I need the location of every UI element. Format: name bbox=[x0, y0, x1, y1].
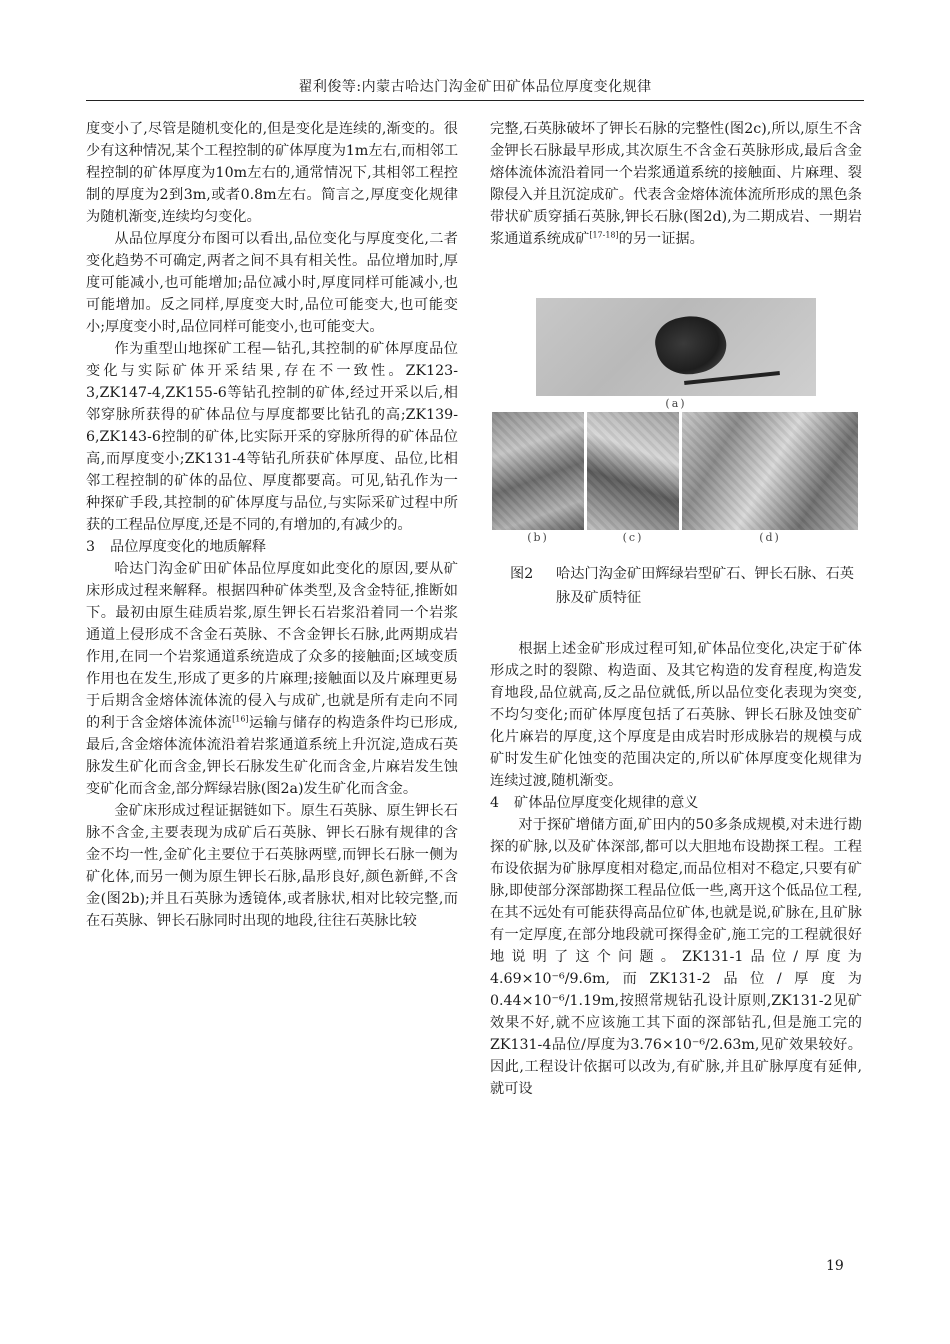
section-heading-4 bbox=[490, 792, 862, 814]
right-column bbox=[490, 118, 862, 250]
photo-label-b: (b) bbox=[527, 531, 549, 544]
paragraph bbox=[490, 118, 862, 250]
paragraph-text: 哈达门沟金矿田矿体品位厚度如此变化的原因,要从矿床形成过程来解释。根据四种矿体类型,及含金特征,推断如下。最初由原生硅质岩浆,原生钾长石岩浆沿着同一个岩浆通道上侵形成不含金石英脉、不含金钾长石脉,此两期成岩作用,在同一个岩浆通道系统造成了众多的接触面;区域变质作用也在发生,形成了更多的片麻理;接触面以及片麻理更易于后期含金熔体流体流的侵入与成矿,也就是所有走向不同的利于含金熔体流体流 bbox=[86, 561, 458, 731]
figure-caption bbox=[492, 562, 860, 610]
paragraph: 作为重型山地探矿工程—钻孔,其控制的矿体厚度品位变化与实际矿体开采结果,存在不一致性。ZK123-3,ZK147-4,ZK155-6等钻孔控制的矿体,经过开采以后,相邻穿脉所获得的矿体品位与厚度都要比钻孔的高;ZK139-6,ZK143-6控制的矿体,比实际开采的穿脉所得的矿体品位高,而厚度变小;ZK131-4等钻孔所获矿体厚度、品位,比相邻工程控制的矿体的品位、厚度都要高。可见,钻孔作为一种探矿手段,其控制的矿体厚度与品位,与实际采矿过程中所获的工程品位厚度,还是不同的,有增加的,有减少的。 bbox=[86, 341, 458, 533]
paragraph-text: 运输与储存的构造条件均已形成,最后,含金熔体流体流沿着岩浆通道系统上升沉淀,造成石英脉发生矿化而含金,钾长石脉发生矿化而含金,片麻岩发生蚀变矿化而含金,部分辉绿岩脉(图2a)发生矿化而含金。 bbox=[86, 715, 458, 797]
figure-2 bbox=[492, 298, 860, 546]
running-header: 翟利俊等:内蒙古哈达门沟金矿田矿体品位厚度变化规律 bbox=[298, 79, 652, 95]
left-column bbox=[86, 118, 458, 932]
citation: [16] bbox=[232, 714, 249, 724]
right-column-lower bbox=[490, 638, 862, 1100]
section-number: 4 bbox=[490, 795, 500, 811]
ore-sample bbox=[651, 309, 732, 380]
section-heading-3 bbox=[86, 536, 458, 558]
header-rule bbox=[86, 100, 864, 101]
photo-label-d: (d) bbox=[759, 531, 781, 544]
paragraph: 金矿床形成过程证据链如下。原生石英脉、原生钾长石脉不含金,主要表现为成矿后石英脉、钾长石脉有规律的含金不均一性,金矿化主要位于石英脉两壁,而钾长石脉一侧为矿化体,而另一侧为原生钾长石脉,晶形良好,颜色新鲜,不含金(图2b);并且石英脉为透镜体,或者脉状,相对比较完整,而在石英脉、钾长石脉同时出现的地段,往往石英脉比较 bbox=[86, 803, 458, 929]
paragraph: 对于探矿增储方面,矿田内的50多条成规模,对未进行勘探的矿脉,以及矿体深部,都可以大胆地布设勘探工程。工程布设依据为矿脉厚度相对稳定,而品位相对不稳定,只要有矿脉,即使部分深部勘探工程品位低一些,离开这个低品位工程,在其不远处有可能获得高品位矿体,也就是说,矿脉在,且矿脉有一定厚度,在部分地段就可探得金矿,施工完的工程就很好地说明了这个问题。ZK131-1品位/厚度为4.69×10⁻⁶/9.6m,而ZK131-2品位/厚度为0.44×10⁻⁶/1.19m,按照常规钻孔设计原则,ZK131-2见矿效果不好,就不应该施工其下面的深部钻孔,但是施工完的ZK131-4品位/厚度为3.76×10⁻⁶/2.63m,见矿效果较好。因此,工程设计依据可以改为,有矿脉,并且矿脉厚度有延伸,就可设 bbox=[490, 817, 862, 1097]
paragraph: 根据上述金矿形成过程可知,矿体品位变化,决定于矿体形成之时的裂隙、构造面、及其它构造的发育程度,构造发育地段,品位就高,反之品位就低,所以品位变化表现为突变,不均匀变化;而矿体厚度包括了石英脉、钾长石脉及蚀变矿化片麻岩的厚度,这个厚度是由成岩时形成脉岩的规模与成矿时发生矿化蚀变的范围决定的,所以矿体厚度变化规律为连续过渡,随机渐变。 bbox=[490, 641, 862, 789]
caption-text: 哈达门沟金矿田辉绿岩型矿石、钾长石脉、石英脉及矿质特征 bbox=[556, 566, 854, 606]
page-number: 19 bbox=[826, 1258, 844, 1274]
paragraph: 从品位厚度分布图可以看出,品位变化与厚度变化,二者变化趋势不可确定,两者之间不具有相关性。品位增加时,厚度可能减小,也可能增加;品位减小时,厚度同样可能减小,也可能增加。反之同样,厚度变大时,品位可能变大,也可能变小;厚度变小时,品位同样可能变小,也可能变大。 bbox=[86, 231, 458, 335]
photo-label-a: (a) bbox=[665, 397, 687, 410]
scale-pen bbox=[684, 371, 780, 385]
section-title: 品位厚度变化的地质解释 bbox=[110, 539, 267, 555]
section-title: 矿体品位厚度变化规律的意义 bbox=[514, 795, 699, 811]
photo-label-c: (c) bbox=[622, 531, 644, 544]
photo-a-diabase-ore bbox=[536, 298, 816, 396]
caption-number: 图2 bbox=[510, 566, 534, 582]
photo-labels bbox=[492, 530, 860, 546]
section-number: 3 bbox=[86, 539, 96, 555]
photo-c-quartz-vein bbox=[587, 412, 679, 530]
paragraph-text: 的另一证据。 bbox=[618, 231, 704, 247]
paragraph: 度变小了,尽管是随机变化的,但是变化是连续的,渐变的。很少有这种情况,某个工程控制的矿体厚度为1m左右,而相邻工程控制的矿体厚度为10m左右的,通常情况下,其相邻工程控制的厚度为2到3m,或者0.8m左右。简言之,厚度变化规律为随机渐变,连续均匀变化。 bbox=[86, 121, 459, 225]
photo-d-ore-band bbox=[682, 412, 858, 530]
photo-row bbox=[492, 412, 860, 530]
paragraph bbox=[86, 558, 458, 800]
citation: [17-18] bbox=[589, 230, 619, 240]
photo-b-feldspar-vein bbox=[492, 412, 584, 530]
paragraph-text: 完整,石英脉破坏了钾长石脉的完整性(图2c),所以,原生不含金钾长石脉最早形成,其次原生不含金石英脉形成,最后含金熔体流体流沿着同一个岩浆通道系统的接触面、片麻理、裂隙侵入并且沉淀成矿。代表含金熔体流体流所形成的黑色条带状矿质穿插石英脉,钾长石脉(图2d),为二期成岩、一期岩浆通道系统成矿 bbox=[490, 121, 862, 247]
